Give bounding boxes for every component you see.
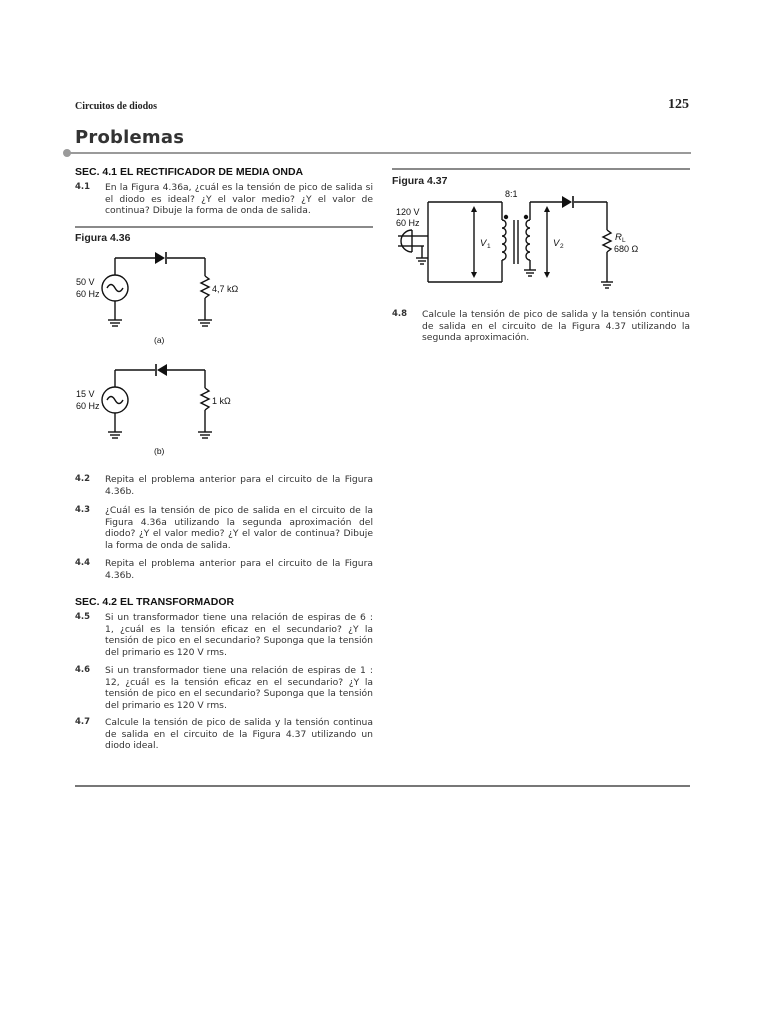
source-voltage: 120 V <box>396 207 420 217</box>
diode-icon <box>155 252 165 264</box>
v2-symbol: V <box>553 238 560 249</box>
rl-value: 680 Ω <box>614 244 639 254</box>
figure-rule <box>75 226 373 228</box>
bottom-rule <box>75 785 690 787</box>
problem-text: Calcule la tensión de pico de salida y la tensión continua de salida en el circuito de la Figura 4.37 utilizando la segunda aproximación. <box>422 309 690 343</box>
problem-4-6 <box>75 665 373 713</box>
running-head: Circuitos de diodos <box>75 101 158 112</box>
v1-symbol: V <box>480 238 487 249</box>
figure-4-37-circuit <box>392 186 682 298</box>
problem-text: Repita el problema anterior para el circuito de la Figura 4.36b. <box>105 474 373 497</box>
section-heading-4-2: SEC. 4.2 EL TRANSFORMADOR <box>75 596 235 608</box>
v1-subscript: 1 <box>487 243 491 250</box>
problem-number: 4.5 <box>75 612 91 622</box>
title-rule <box>68 152 691 154</box>
figure-caption-b: (b) <box>154 446 165 456</box>
problem-4-7 <box>75 717 373 753</box>
section-heading-4-1: SEC. 4.1 EL RECTIFICADOR DE MEDIA ONDA <box>75 166 304 178</box>
problem-number: 4.7 <box>75 717 91 727</box>
problem-number: 4.4 <box>75 558 91 568</box>
problem-text: Repita el problema anterior para el circuito de la Figura 4.36b. <box>105 558 373 581</box>
problem-4-2 <box>75 474 373 498</box>
diode-reversed-icon <box>157 364 167 376</box>
problem-number: 4.2 <box>75 474 91 484</box>
figure-4-37-label: Figura 4.37 <box>392 175 448 187</box>
problem-text: Si un transformador tiene una relación de espiras de 1 : 12, ¿cuál es la tensión eficaz en el secundario? ¿Y la tensión de pico en el secundario? Suponga que la tensión del primario es 120 V rms. <box>105 665 373 711</box>
problem-text: ¿Cuál es la tensión de pico de salida en el circuito de la Figura 4.36a utilizando la segunda aproximación del diodo? ¿Y el valor medio? ¿Y el valor de continua? Dibuje la forma de onda de salida. <box>105 505 373 551</box>
source-frequency: 60 Hz <box>76 289 100 299</box>
problem-number: 4.6 <box>75 665 91 675</box>
page-number: 125 <box>668 97 689 112</box>
problem-4-4 <box>75 558 373 582</box>
figure-rule <box>392 168 690 170</box>
problem-4-3 <box>75 505 373 553</box>
source-voltage: 15 V <box>76 389 95 399</box>
problem-number: 4.1 <box>75 182 91 192</box>
problem-number: 4.3 <box>75 505 91 515</box>
turns-ratio: 8:1 <box>505 189 518 199</box>
problem-text: En la Figura 4.36a, ¿cuál es la tensión de pico de salida si el diodo es ideal? ¿Y el valor medio? ¿Y el valor de continua? Dibuje la forma de onda de salida. <box>105 182 373 216</box>
figure-4-36a-circuit <box>70 248 270 348</box>
problem-number: 4.8 <box>392 309 408 319</box>
rl-symbol: R <box>615 232 622 243</box>
figure-caption-a: (a) <box>154 335 165 345</box>
source-frequency: 60 Hz <box>396 218 420 228</box>
problem-text: Si un transformador tiene una relación de espiras de 6 : 1, ¿cuál es la tensión eficaz en el secundario? ¿Y la tensión de pico en el secundario? Suponga que la tensión del primario es 120 V rms. <box>105 612 373 658</box>
resistor-value: 4,7 kΩ <box>212 284 239 294</box>
problem-4-8 <box>392 309 690 345</box>
problem-text: Calcule la tensión de pico de salida y la tensión continua de salida en el circuito de la Figura 4.37 utilizando un diodo ideal. <box>105 717 373 751</box>
v2-subscript: 2 <box>560 243 564 250</box>
resistor-value: 1 kΩ <box>212 396 231 406</box>
problem-4-5 <box>75 612 373 660</box>
source-frequency: 60 Hz <box>76 401 100 411</box>
page-title: Problemas <box>75 127 185 148</box>
diode-icon <box>562 196 572 208</box>
figure-4-36b-circuit <box>70 360 270 460</box>
figure-4-36-label: Figura 4.36 <box>75 232 131 244</box>
problem-4-1 <box>75 182 373 218</box>
source-voltage: 50 V <box>76 277 95 287</box>
rl-subscript: L <box>622 237 626 244</box>
title-bullet-dot <box>63 149 71 157</box>
